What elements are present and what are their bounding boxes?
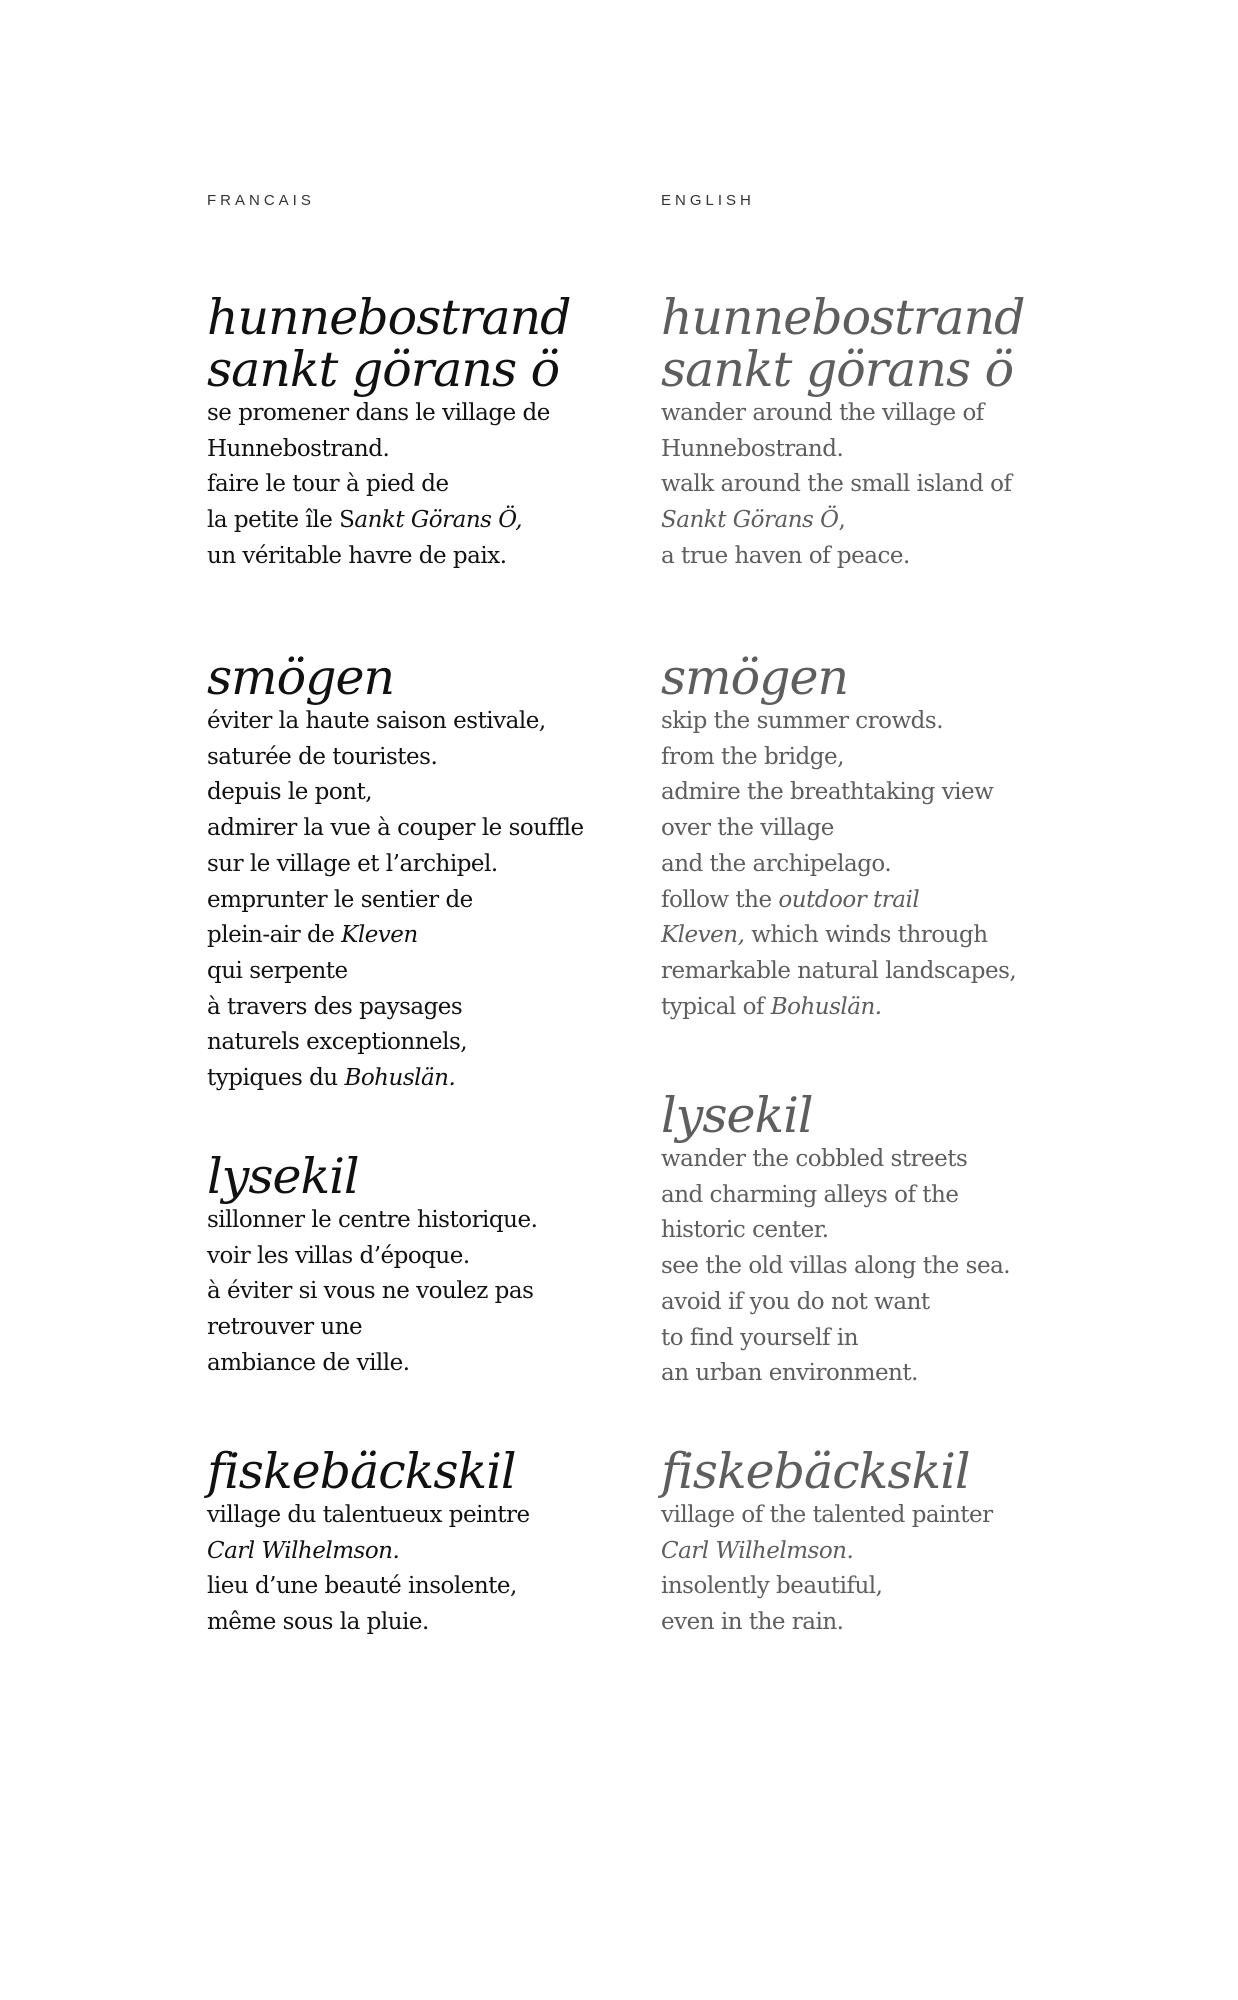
text-line	[207, 539, 627, 575]
text-line	[661, 1142, 1121, 1178]
text-line	[207, 1605, 627, 1641]
text-line	[207, 704, 627, 740]
italic-text: Carl Wilhelmson.	[661, 1537, 854, 1564]
text-line	[661, 503, 1121, 539]
text-line	[207, 396, 627, 432]
title-line: sankt görans ö	[207, 341, 560, 398]
text-line	[207, 883, 627, 919]
text-segment: retrouver une	[207, 1314, 363, 1341]
section-text	[207, 1203, 627, 1382]
text-segment: from the bridge,	[661, 743, 844, 770]
text-line	[661, 467, 1121, 503]
title-line: lysekil	[661, 1087, 813, 1144]
section-smogen	[207, 649, 627, 1097]
text-segment: which winds through	[744, 922, 988, 949]
section-title	[661, 289, 1121, 398]
text-segment: an urban environment.	[661, 1360, 918, 1387]
text-line	[207, 1025, 627, 1061]
italic-text: Carl Wilhelmson.	[207, 1537, 400, 1564]
title-line: fiskebäckskil	[207, 1443, 516, 1500]
section-text	[661, 704, 1121, 1025]
text-line	[207, 847, 627, 883]
text-line	[661, 539, 1121, 575]
text-line	[661, 847, 1121, 883]
section-title	[207, 289, 627, 398]
section-text	[207, 704, 627, 1097]
section-text	[661, 396, 1121, 575]
text-segment: voir les villas d’époque.	[207, 1242, 470, 1269]
section-fiskebackskil	[207, 1443, 627, 1641]
text-line	[661, 990, 1121, 1026]
section-text	[661, 1142, 1121, 1392]
text-segment: follow the	[661, 886, 779, 913]
section-smogen	[661, 649, 1121, 1025]
title-line: hunnebostrand	[661, 289, 1025, 346]
text-segment: skip the summer crowds.	[661, 708, 944, 734]
text-line	[661, 432, 1121, 468]
text-segment: Hunnebostrand.	[207, 435, 390, 462]
title-line: hunnebostrand	[207, 289, 571, 346]
text-segment: wander around the village of	[661, 400, 984, 426]
text-line	[661, 1213, 1121, 1249]
text-segment: and the archipelago.	[661, 850, 892, 877]
english-heading: ENGLISH	[661, 192, 755, 209]
text-segment: even in the rain.	[661, 1609, 844, 1636]
text-segment: depuis le pont,	[207, 779, 373, 806]
text-line	[207, 990, 627, 1026]
section-lysekil	[661, 1087, 1121, 1392]
text-segment: naturels exceptionnels,	[207, 1029, 468, 1056]
text-segment: walk around the small island of	[661, 471, 1012, 498]
text-line	[661, 396, 1121, 432]
text-segment: historic center.	[661, 1217, 829, 1244]
text-line	[207, 811, 627, 847]
text-line	[207, 467, 627, 503]
section-title	[661, 1443, 1121, 1500]
text-segment: remarkable natural landscapes,	[661, 957, 1017, 984]
text-segment: faire le tour à pied de	[207, 471, 449, 498]
section-title	[207, 1148, 627, 1205]
text-segment: admirer la vue à couper le souffle	[207, 815, 584, 842]
text-segment: Hunnebostrand.	[661, 435, 844, 462]
text-line	[661, 811, 1121, 847]
text-line	[661, 1605, 1121, 1641]
text-line	[661, 1285, 1121, 1321]
text-line	[661, 775, 1121, 811]
text-segment: ambiance de ville.	[207, 1349, 410, 1376]
text-segment: a true haven of peace.	[661, 542, 910, 569]
text-line	[207, 1274, 627, 1310]
text-line	[207, 740, 627, 776]
text-segment: sillonner le centre historique.	[207, 1207, 538, 1233]
text-segment: à travers des paysages	[207, 993, 463, 1020]
text-line	[661, 1321, 1121, 1357]
text-line	[207, 1346, 627, 1382]
text-line	[661, 1534, 1121, 1570]
text-segment: insolently beautiful,	[661, 1573, 883, 1600]
text-segment: over the village	[661, 815, 834, 842]
section-text	[661, 1498, 1121, 1641]
text-line	[207, 1061, 627, 1097]
text-line	[207, 775, 627, 811]
italic-text: Kleven	[341, 922, 418, 949]
text-line	[207, 1203, 627, 1239]
title-line: fiskebäckskil	[661, 1443, 970, 1500]
italic-text: Bohuslän.	[344, 1065, 456, 1092]
italic-text: outdoor trail	[778, 886, 920, 913]
text-segment: même sous la pluie.	[207, 1609, 429, 1636]
text-segment: emprunter le sentier de	[207, 886, 473, 913]
text-line	[207, 503, 627, 539]
italic-text: Sankt Görans Ö	[661, 507, 839, 534]
text-segment: village of the talented painter	[661, 1502, 993, 1528]
text-line	[661, 954, 1121, 990]
text-line	[207, 432, 627, 468]
text-segment: admire the breathtaking view	[661, 779, 994, 806]
text-line	[207, 1239, 627, 1275]
section-hunnebostrand	[207, 289, 627, 575]
text-segment: typiques du	[207, 1065, 345, 1092]
section-title	[661, 649, 1121, 706]
text-line	[207, 1569, 627, 1605]
title-line: lysekil	[207, 1148, 359, 1205]
text-segment: qui serpente	[207, 957, 348, 984]
section-title	[207, 1443, 627, 1500]
text-segment: sur le village et l’archipel.	[207, 850, 498, 877]
text-segment: éviter la haute saison estivale,	[207, 708, 546, 734]
italic-text: ankt Görans Ö,	[354, 507, 523, 534]
text-segment: wander the cobbled streets	[661, 1146, 968, 1172]
italic-text: Kleven,	[661, 922, 745, 949]
section-title	[661, 1087, 1121, 1144]
text-line	[207, 1534, 627, 1570]
text-line	[661, 1356, 1121, 1392]
text-segment: village du talentueux peintre	[207, 1502, 530, 1528]
text-segment: to find yourself in	[661, 1324, 859, 1351]
text-segment: avoid if you do not want	[661, 1288, 930, 1315]
text-line	[207, 1310, 627, 1346]
section-lysekil	[207, 1148, 627, 1382]
text-line	[207, 954, 627, 990]
text-segment: saturée de touristes.	[207, 743, 438, 770]
text-segment: typical of	[661, 993, 771, 1020]
text-segment: plein-air de	[207, 922, 342, 949]
section-text	[207, 1498, 627, 1641]
text-line	[661, 883, 1121, 919]
title-line: smögen	[207, 649, 395, 706]
title-line: sankt görans ö	[661, 341, 1014, 398]
text-line	[207, 918, 627, 954]
section-text	[207, 396, 627, 575]
text-line	[661, 1178, 1121, 1214]
text-line	[661, 1249, 1121, 1285]
text-line	[661, 740, 1121, 776]
text-line	[207, 1498, 627, 1534]
section-fiskebackskil	[661, 1443, 1121, 1641]
french-heading: FRANCAIS	[207, 192, 315, 209]
text-segment: ,	[838, 507, 846, 534]
section-hunnebostrand	[661, 289, 1121, 575]
text-segment: lieu d’une beauté insolente,	[207, 1573, 517, 1600]
text-segment: à éviter si vous ne voulez pas	[207, 1278, 534, 1305]
title-line: smögen	[661, 649, 849, 706]
italic-text: Bohuslän.	[770, 993, 882, 1020]
text-line	[661, 704, 1121, 740]
text-segment: un véritable havre de paix.	[207, 542, 507, 569]
text-segment: la petite île S	[207, 507, 355, 534]
text-segment: se promener dans le village de	[207, 400, 550, 426]
text-line	[661, 1569, 1121, 1605]
text-segment: see the old villas along the sea.	[661, 1253, 1011, 1280]
text-line	[661, 918, 1121, 954]
text-segment: and charming alleys of the	[661, 1181, 959, 1208]
section-title	[207, 649, 627, 706]
text-line	[661, 1498, 1121, 1534]
